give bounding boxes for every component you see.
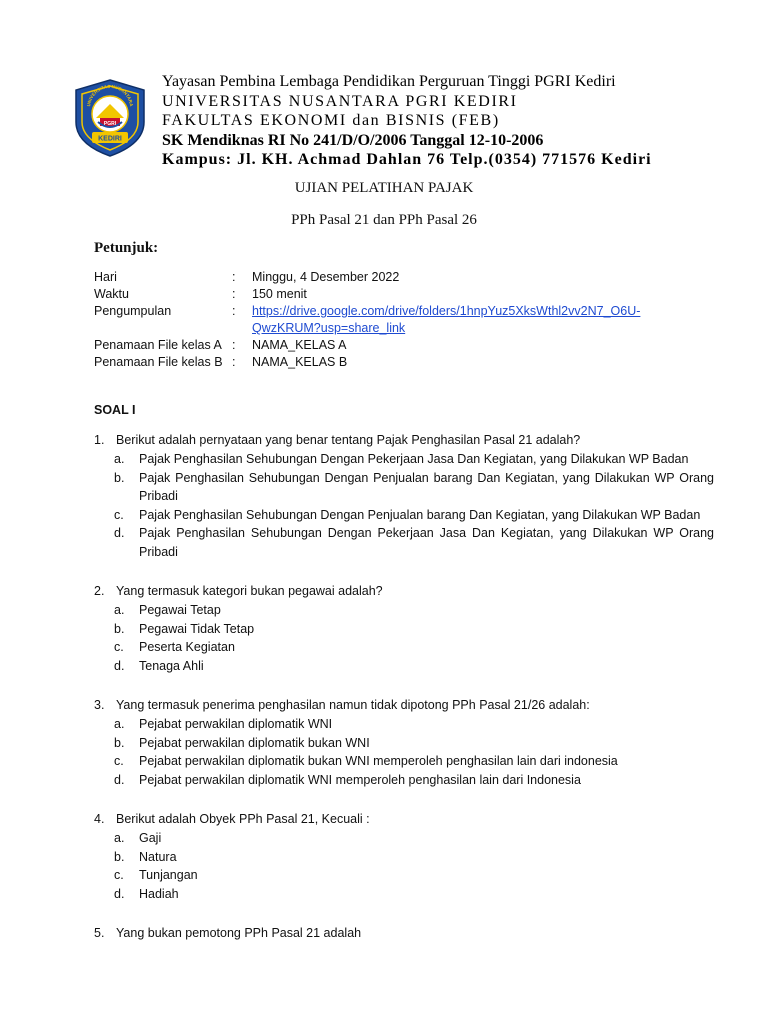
option-letter: a.: [114, 831, 125, 845]
option-text: Hadiah: [139, 886, 179, 901]
option-text: Pegawai Tetap: [139, 603, 221, 617]
option-letter: d.: [114, 526, 125, 540]
option-text: Pejabat perwakilan diplomatik bukan WNI: [139, 735, 370, 750]
submission-link[interactable]: https://drive.google.com/drive/folders/1hnpYuz5XksWthl2vv2N7_O6U-: [252, 304, 641, 318]
option-letter: c.: [114, 507, 124, 522]
option-a: [94, 601, 714, 620]
logo-band-text: PGRI: [103, 121, 117, 127]
option-text: Pegawai Tidak Tetap: [139, 621, 255, 636]
university-crest-icon: [70, 78, 150, 158]
info-value: NAMA_KELAS A: [252, 338, 347, 352]
logo-city-text: KEDIRI: [98, 135, 122, 143]
question-number: 5.: [94, 926, 105, 940]
info-key: Pengumpulan: [94, 304, 172, 318]
campus-address: Kampus: Jl. KH. Achmad Dahlan 76 Telp.(0354) 771576 Kediri: [162, 151, 652, 168]
exam-subtitle: PPh Pasal 21 dan PPh Pasal 26: [291, 212, 477, 228]
info-value: NAMA_KELAS B: [252, 355, 348, 369]
question-stem: [94, 924, 714, 942]
decree-line: SK Mendiknas RI No 241/D/O/2006 Tanggal 12-10-2006: [162, 131, 544, 149]
info-colon: :: [232, 270, 236, 284]
option-text: Pajak Penghasilan Sehubungan Dengan Pekerjaan Jasa Dan Kegiatan, yang Dilakukan WP Orang Pribadi: [139, 526, 714, 559]
submission-link-continued[interactable]: QwzKRUM?usp=share_link: [252, 321, 406, 335]
info-colon: :: [232, 338, 236, 352]
question-5: [94, 924, 714, 942]
option-c: [94, 866, 714, 885]
section-heading: SOAL I: [94, 403, 136, 417]
question-stem: [94, 696, 714, 714]
option-letter: b.: [114, 735, 125, 750]
letterhead: [70, 66, 730, 166]
info-colon: :: [232, 287, 236, 301]
option-a: [94, 715, 714, 734]
option-text: Gaji: [139, 831, 162, 845]
option-letter: c.: [114, 868, 124, 882]
info-key: Penamaan File kelas A: [94, 338, 222, 352]
logo-university-text: UNIVERSITAS NUSANTARA: [86, 83, 134, 107]
question-text: Yang termasuk penerima penghasilan namun tidak dipotong PPh Pasal 21/26 adalah:: [116, 698, 590, 712]
option-letter: a.: [114, 717, 125, 731]
option-list: [94, 829, 714, 903]
option-d: [94, 771, 714, 790]
option-text: Natura: [139, 849, 177, 864]
option-text: Pejabat perwakilan diplomatik WNI: [139, 717, 333, 731]
option-letter: d.: [114, 658, 125, 673]
option-letter: b.: [114, 849, 125, 864]
option-letter: d.: [114, 772, 125, 787]
foundation-name: Yayasan Pembina Lembaga Pendidikan Perguruan Tinggi PGRI Kediri: [162, 73, 616, 90]
question-number: 2.: [94, 584, 105, 598]
info-colon: :: [232, 304, 236, 318]
info-colon: :: [232, 355, 236, 369]
question-stem: [94, 431, 714, 449]
option-b: [94, 734, 714, 753]
option-list: [94, 715, 714, 789]
info-key: Hari: [94, 270, 117, 284]
question-4: [94, 810, 714, 903]
option-a: [94, 450, 714, 469]
question-text: Yang termasuk kategori bukan pegawai adalah?: [116, 584, 383, 598]
option-c: [94, 506, 714, 525]
option-c: [94, 752, 714, 771]
option-list: [94, 450, 714, 561]
option-a: [94, 829, 714, 848]
question-text: Yang bukan pemotong PPh Pasal 21 adalah: [116, 926, 362, 940]
instructions-heading: Petunjuk:: [94, 240, 159, 256]
question-list: [94, 431, 714, 963]
exam-title: UJIAN PELATIHAN PAJAK: [294, 180, 474, 196]
info-key: Penamaan File kelas B: [94, 355, 223, 369]
option-list: [94, 601, 714, 675]
option-letter: c.: [114, 640, 124, 654]
option-d: [94, 885, 714, 904]
question-2: [94, 582, 714, 675]
info-value: 150 menit: [252, 287, 307, 301]
option-text: Pajak Penghasilan Sehubungan Dengan Pekerjaan Jasa Dan Kegiatan, yang Dilakukan WP Badan: [139, 452, 689, 466]
option-letter: c.: [114, 754, 124, 768]
faculty-name: FAKULTAS EKONOMI dan BISNIS (FEB): [162, 112, 500, 129]
option-c: [94, 638, 714, 657]
question-number: 1.: [94, 433, 105, 447]
question-1: [94, 431, 714, 561]
option-d: [94, 524, 714, 561]
option-letter: a.: [114, 452, 125, 466]
option-d: [94, 657, 714, 676]
option-letter: a.: [114, 603, 125, 617]
option-text: Tenaga Ahli: [139, 658, 204, 673]
option-text: Tunjangan: [139, 868, 198, 882]
option-b: [94, 848, 714, 867]
option-b: [94, 469, 714, 506]
question-number: 4.: [94, 812, 105, 826]
question-text: Berikut adalah Obyek PPh Pasal 21, Kecuali :: [116, 812, 370, 826]
question-3: [94, 696, 714, 789]
question-number: 3.: [94, 698, 105, 712]
info-key: Waktu: [94, 287, 129, 301]
question-stem: [94, 582, 714, 600]
option-letter: d.: [114, 886, 125, 901]
question-stem: [94, 810, 714, 828]
option-b: [94, 620, 714, 639]
option-text: Pajak Penghasilan Sehubungan Dengan Penjualan barang Dan Kegiatan, yang Dilakukan WP Badan: [139, 507, 701, 522]
option-text: Peserta Kegiatan: [139, 640, 235, 654]
option-text: Pejabat perwakilan diplomatik bukan WNI memperoleh penghasilan lain dari indonesia: [139, 754, 618, 768]
option-letter: b.: [114, 470, 125, 485]
question-text: Berikut adalah pernyataan yang benar tentang Pajak Penghasilan Pasal 21 adalah?: [116, 433, 581, 447]
university-name: UNIVERSITAS NUSANTARA PGRI KEDIRI: [162, 92, 518, 110]
info-value: Minggu, 4 Desember 2022: [252, 270, 400, 284]
option-text: Pejabat perwakilan diplomatik WNI memperoleh penghasilan lain dari Indonesia: [139, 772, 581, 787]
option-letter: b.: [114, 621, 125, 636]
option-text: Pajak Penghasilan Sehubungan Dengan Penjualan barang Dan Kegiatan, yang Dilakukan WP Orang Pribadi: [139, 470, 714, 503]
